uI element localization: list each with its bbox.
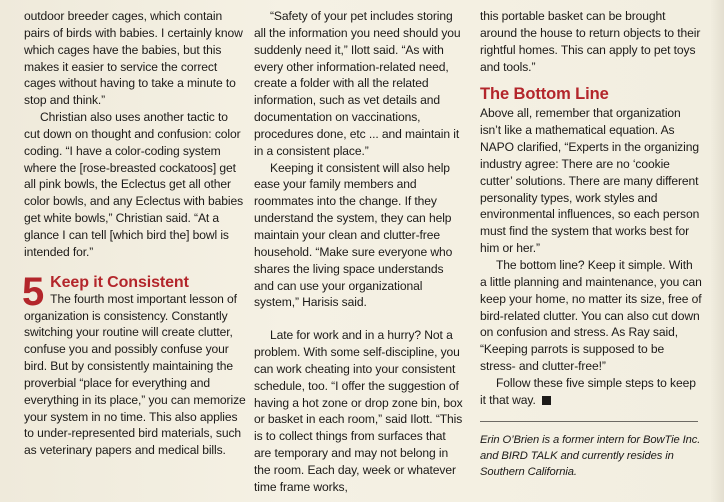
paragraph: outdoor breeder cages, which contain pairs of birds with babies. I certainly know which cages have the babies, but this makes it easier to service the correct cages without having to take a minute to stop and think.” — [24, 9, 243, 108]
divider — [480, 421, 698, 422]
page-edge-shadow — [710, 0, 724, 502]
paragraph: this portable basket can be brought around the house to return objects to their rightful homes. This can apply to pet toys and tools.” — [480, 9, 701, 74]
author-bio: Erin O’Brien is a former intern for BowTie Inc. and BIRD TALK and currently resides in Southern California. — [480, 433, 701, 478]
column-3 — [480, 8, 702, 480]
paragraph: Christian also uses another tactic to cut down on thought and confusion: color coding. “I have a color-coding system where the [rose-breasted cockatoos] get all pink bowls, the Eclectus get all other color bowls, and any Eclectus with babies get white bowls,” Christian said. “At a glance I can tell [which bird the] bowl is intended for.” — [24, 110, 244, 259]
end-mark-icon — [542, 396, 551, 405]
section-heading: The Bottom Line — [480, 85, 609, 104]
paragraph: “Safety of your pet includes storing all the information you need should you suddenly need it,” Ilott said. “As with every other information-related need, create a folder with all the related information, such as vet details and documentation on vaccinations, procedures done, etc ... and maintain it in a consistent place.” — [254, 9, 461, 158]
paragraph: The bottom line? Keep it simple. With a little planning and maintenance, you can keep your home, no matter its size, free of bird-related clutter. You can also cut down on confusion and stress. As Ray said, “Keeping parrots is supposed to be stress- and clutter-free!” — [480, 257, 702, 374]
closing-text: Follow these five simple steps to keep it that way. — [480, 375, 696, 407]
closing-paragraph — [480, 375, 702, 409]
column-2 — [254, 8, 464, 496]
paragraph: The fourth most important lesson of organization is consistency. Constantly switching your routine will create clutter, confuse you and possibly confuse your bird. But by consistently maintaining the proverbial “place for everything and everything in its place,” you can memorize your system in no time. This also applies to under-represented bird materials, such as veterinary papers and medical bills. — [24, 291, 246, 458]
section-5 — [22, 269, 246, 459]
column-1 — [24, 8, 246, 459]
paragraph: Late for work and in a hurry? Not a problem. With some self-discipline, you can work cheating into your consistent schedule, too. “I offer the suggestion of having a hot zone or drop zone bin, box or basket in each room,” said Ilott. “This is to collect things from surfaces that are temporary and may not belong in the room. Each day, week or whatever time frame works, — [254, 328, 463, 494]
section-heading: Keep it Consistent — [50, 273, 189, 291]
paragraph: Above all, remember that organization isn’t like a mathematical equation. As NAPO clarified, “Experts in the organizing industry agree: There are no ‘cookie cutter’ solutions. There are many different personality types, work styles and environmental influences, so each person must find the system that works best for him or her.” — [480, 106, 700, 256]
section-number: 5 — [22, 269, 45, 314]
paragraph: Keeping it consistent will also help ease your family members and roommates into the change. If they understand the system, they can help maintain your clean and clutter-free household. “Make sure everyone who shares the living space understands and can use your organizational system,” Harisis said. — [254, 160, 453, 310]
